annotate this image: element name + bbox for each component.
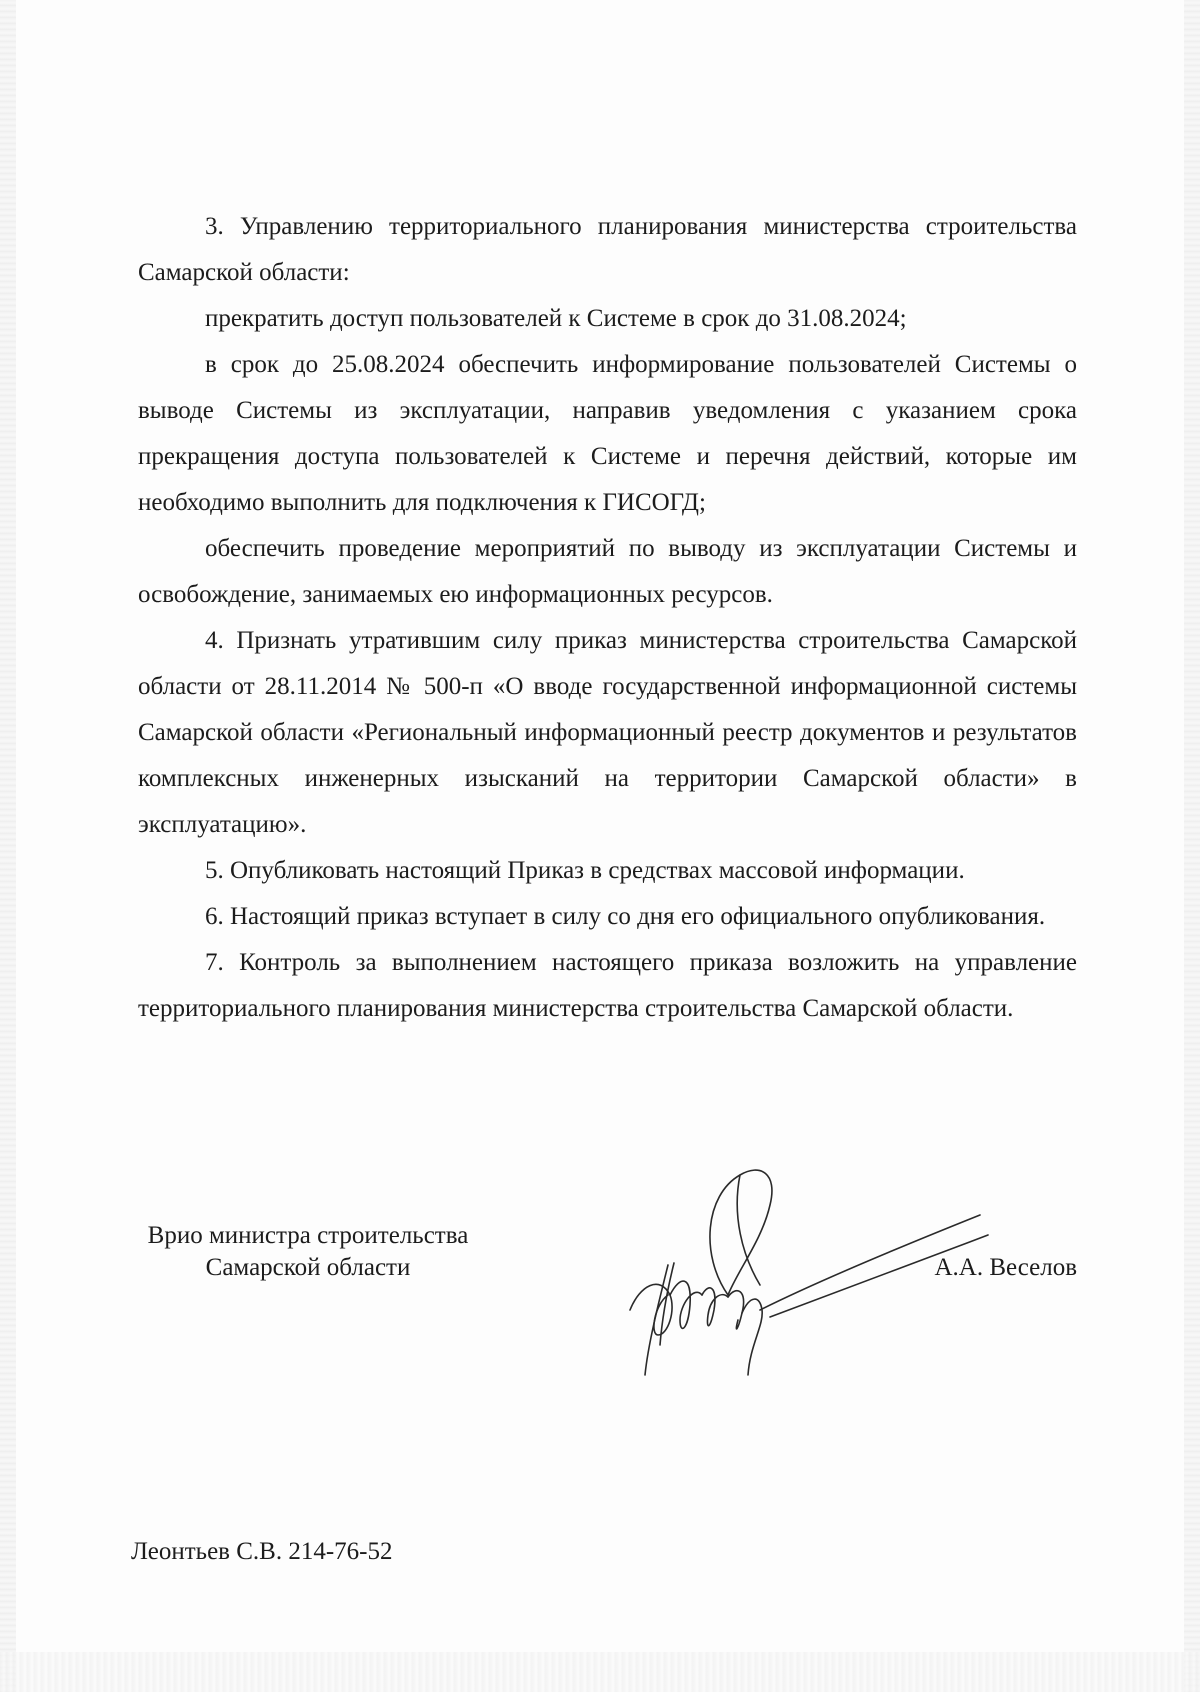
paragraph-3-decommission: обеспечить проведение мероприятий по выводу из эксплуатации Системы и освобождение, занимаемых ею информационных ресурсов.	[138, 535, 1077, 608]
scan-edge-right	[1184, 0, 1200, 1692]
paragraph-3-stop-access: прекратить доступ пользователей к Системе в срок до 31.08.2024;	[205, 305, 907, 332]
signer-position-line-1: Врио министра строительства	[147, 1222, 469, 1249]
scan-edge-bottom	[0, 1652, 1200, 1692]
paragraph-7: 7. Контроль за выполнением настоящего приказа возложить на управление территориального планирования министерства строительства Самарской области.	[138, 949, 1077, 1022]
executor-contact: Леонтьев С.В. 214-76-52	[131, 1538, 393, 1565]
paragraph-3: 3. Управлению территориального планирования министерства строительства Самарской области:	[138, 213, 1077, 286]
signer-name: А.А. Веселов	[934, 1254, 1077, 1281]
paragraph-3-inform-users: в срок до 25.08.2024 обеспечить информирование пользователей Системы о выводе Системы из эксплуатации, направив уведомления с указанием срока прекращения доступа пользователей к Системе и перечня действий, которые им необходимо выполнить для подключения к ГИСОГД;	[138, 351, 1077, 516]
signer-position-line-2: Самарской области	[205, 1254, 411, 1281]
handwritten-signature	[610, 1145, 990, 1385]
document-body	[138, 204, 1077, 1032]
paragraph-4: 4. Признать утратившим силу приказ министерства строительства Самарской области от 28.11.2014 № 500-п «О вводе государственной информационной системы Самарской области «Региональный информационный реестр документов и результатов комплексных инженерных изысканий на территории Самарской области» в эксплуатацию».	[138, 627, 1077, 838]
paragraph-6: 6. Настоящий приказ вступает в силу со дня его официального опубликования.	[205, 903, 1046, 930]
signer-position	[138, 1220, 478, 1284]
scan-edge-left	[0, 0, 16, 1692]
paragraph-5: 5. Опубликовать настоящий Приказ в средствах массовой информации.	[205, 857, 965, 884]
